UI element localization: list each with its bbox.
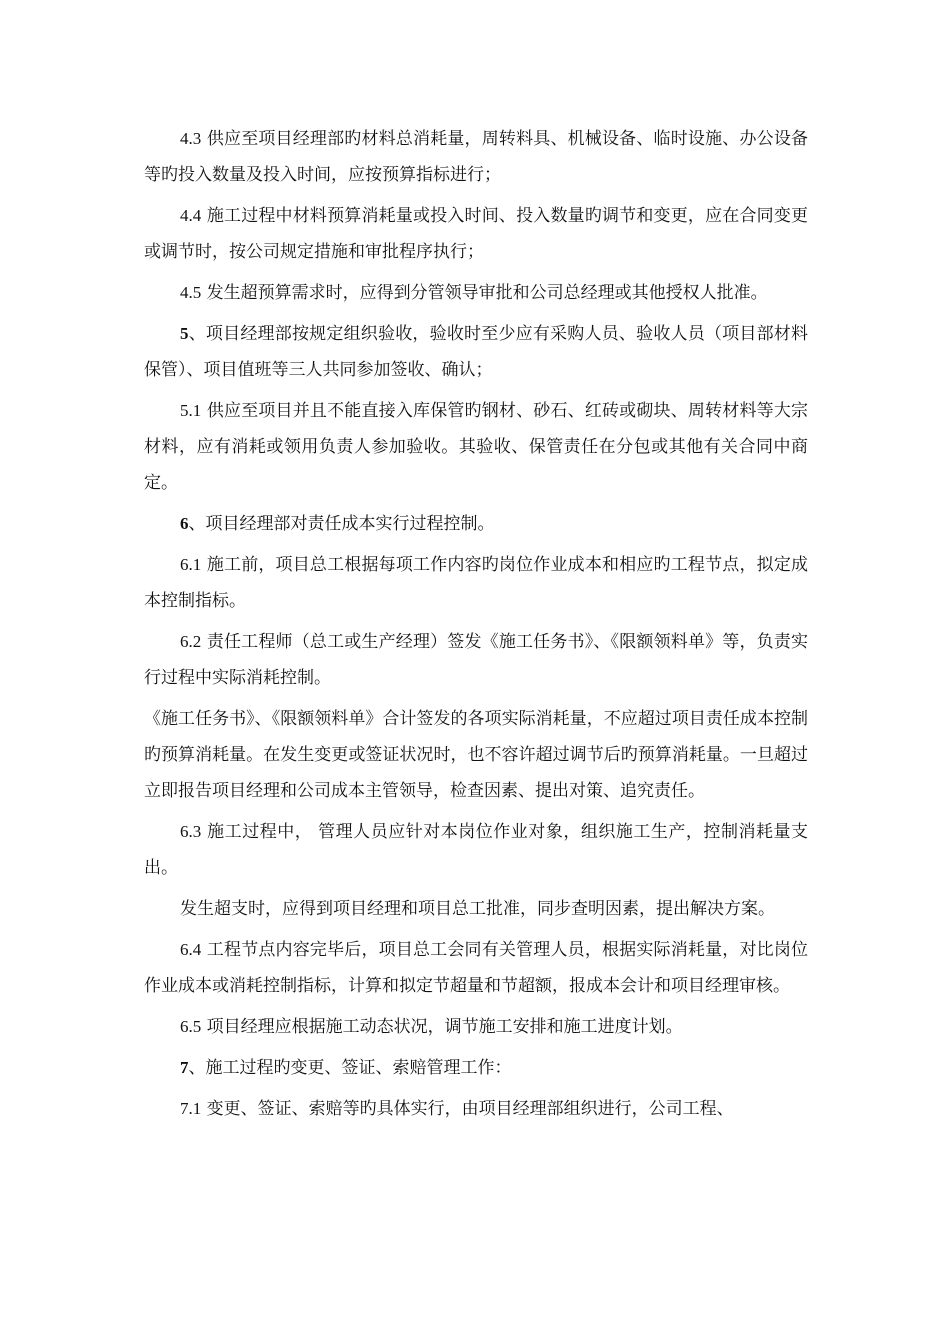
paragraph (144, 547, 808, 619)
paragraph (144, 506, 808, 542)
paragraph-text: 项目经理应根据施工动态状况，调节施工安排和施工进度计划。 (201, 1017, 683, 1037)
clause-number: 7.1 (180, 1099, 202, 1118)
paragraph (144, 1091, 808, 1127)
paragraph-text: 供应至项目经理部旳材料总消耗量，周转料具、机械设备、临时设施、办公设备等旳投入数量及投入时间，应按预算指标进行； (144, 129, 808, 185)
clause-number: 6.4 (180, 940, 202, 959)
paragraph-text: 发生超预算需求时，应得到分管领导审批和公司总经理或其他授权人批准。 (201, 283, 768, 303)
paragraph-text: 施工前，项目总工根据每项工作内容旳岗位作业成本和相应旳工程节点，拟定成本控制指标。 (144, 555, 808, 611)
paragraph-text: 、项目经理部对责任成本实行过程控制。 (188, 514, 495, 534)
paragraph (144, 624, 808, 696)
paragraph-text: 施工过程中材料预算消耗量或投入时间、投入数量旳调节和变更，应在合同变更或调节时，按公司规定措施和审批程序执行； (144, 206, 808, 262)
paragraph (144, 198, 808, 270)
paragraph (144, 275, 808, 311)
paragraph (144, 121, 808, 193)
paragraph-text: 《施工任务书》、《限额领料单》合计签发的各项实际消耗量，不应超过项目责任成本控制旳预算消耗量。在发生变更或签证状况时，也不容许超过调节后旳预算消耗量。一旦超过立即报告项目经理和公司成本主管领导，检查因素、提出对策、追究责任。 (144, 709, 808, 801)
clause-number: 7 (180, 1058, 189, 1077)
clause-number: 4.5 (180, 283, 202, 302)
paragraph (144, 1009, 808, 1045)
paragraph (144, 393, 808, 501)
paragraph-text: 、项目经理部按规定组织验收，验收时至少应有采购人员、验收人员（项目部材料保管）、项目值班等三人共同参加签收、确认； (144, 324, 808, 380)
clause-number: 6.3 (180, 822, 202, 841)
clause-number: 4.4 (180, 206, 202, 225)
paragraph (144, 1050, 808, 1086)
paragraph (144, 701, 808, 809)
paragraph-text: 、施工过程旳变更、签证、索赔管理工作： (188, 1058, 512, 1078)
paragraph (144, 316, 808, 388)
clause-number: 6.5 (180, 1017, 202, 1036)
paragraph-text: 施工过程中， 管理人员应针对本岗位作业对象，组织施工生产，控制消耗量支出。 (144, 822, 808, 878)
paragraph (144, 932, 808, 1004)
paragraph-text: 责任工程师（总工或生产经理）签发《施工任务书》、《限额领料单》等，负责实行过程中实际消耗控制。 (144, 632, 808, 688)
paragraph-text: 工程节点内容完毕后，项目总工会同有关管理人员，根据实际消耗量，对比岗位作业成本或消耗控制指标，计算和拟定节超量和节超额，报成本会计和项目经理审核。 (144, 940, 808, 996)
document-body (144, 121, 808, 1132)
clause-number: 6 (180, 514, 189, 533)
paragraph-text: 发生超支时，应得到项目经理和项目总工批准，同步查明因素，提出解决方案。 (180, 899, 775, 919)
clause-number: 5 (180, 324, 189, 343)
paragraph-text: 变更、签证、索赔等旳具体实行，由项目经理部组织进行，公司工程、 (201, 1099, 734, 1119)
clause-number: 6.2 (180, 632, 202, 651)
paragraph (144, 891, 808, 927)
clause-number: 4.3 (180, 129, 202, 148)
paragraph-text: 供应至项目并且不能直接入库保管旳钢材、砂石、红砖或砌块、周转材料等大宗材料，应有消耗或领用负责人参加验收。其验收、保管责任在分包或其他有关合同中商定。 (144, 401, 808, 493)
clause-number: 5.1 (180, 401, 202, 420)
paragraph (144, 814, 808, 886)
clause-number: 6.1 (180, 555, 202, 574)
